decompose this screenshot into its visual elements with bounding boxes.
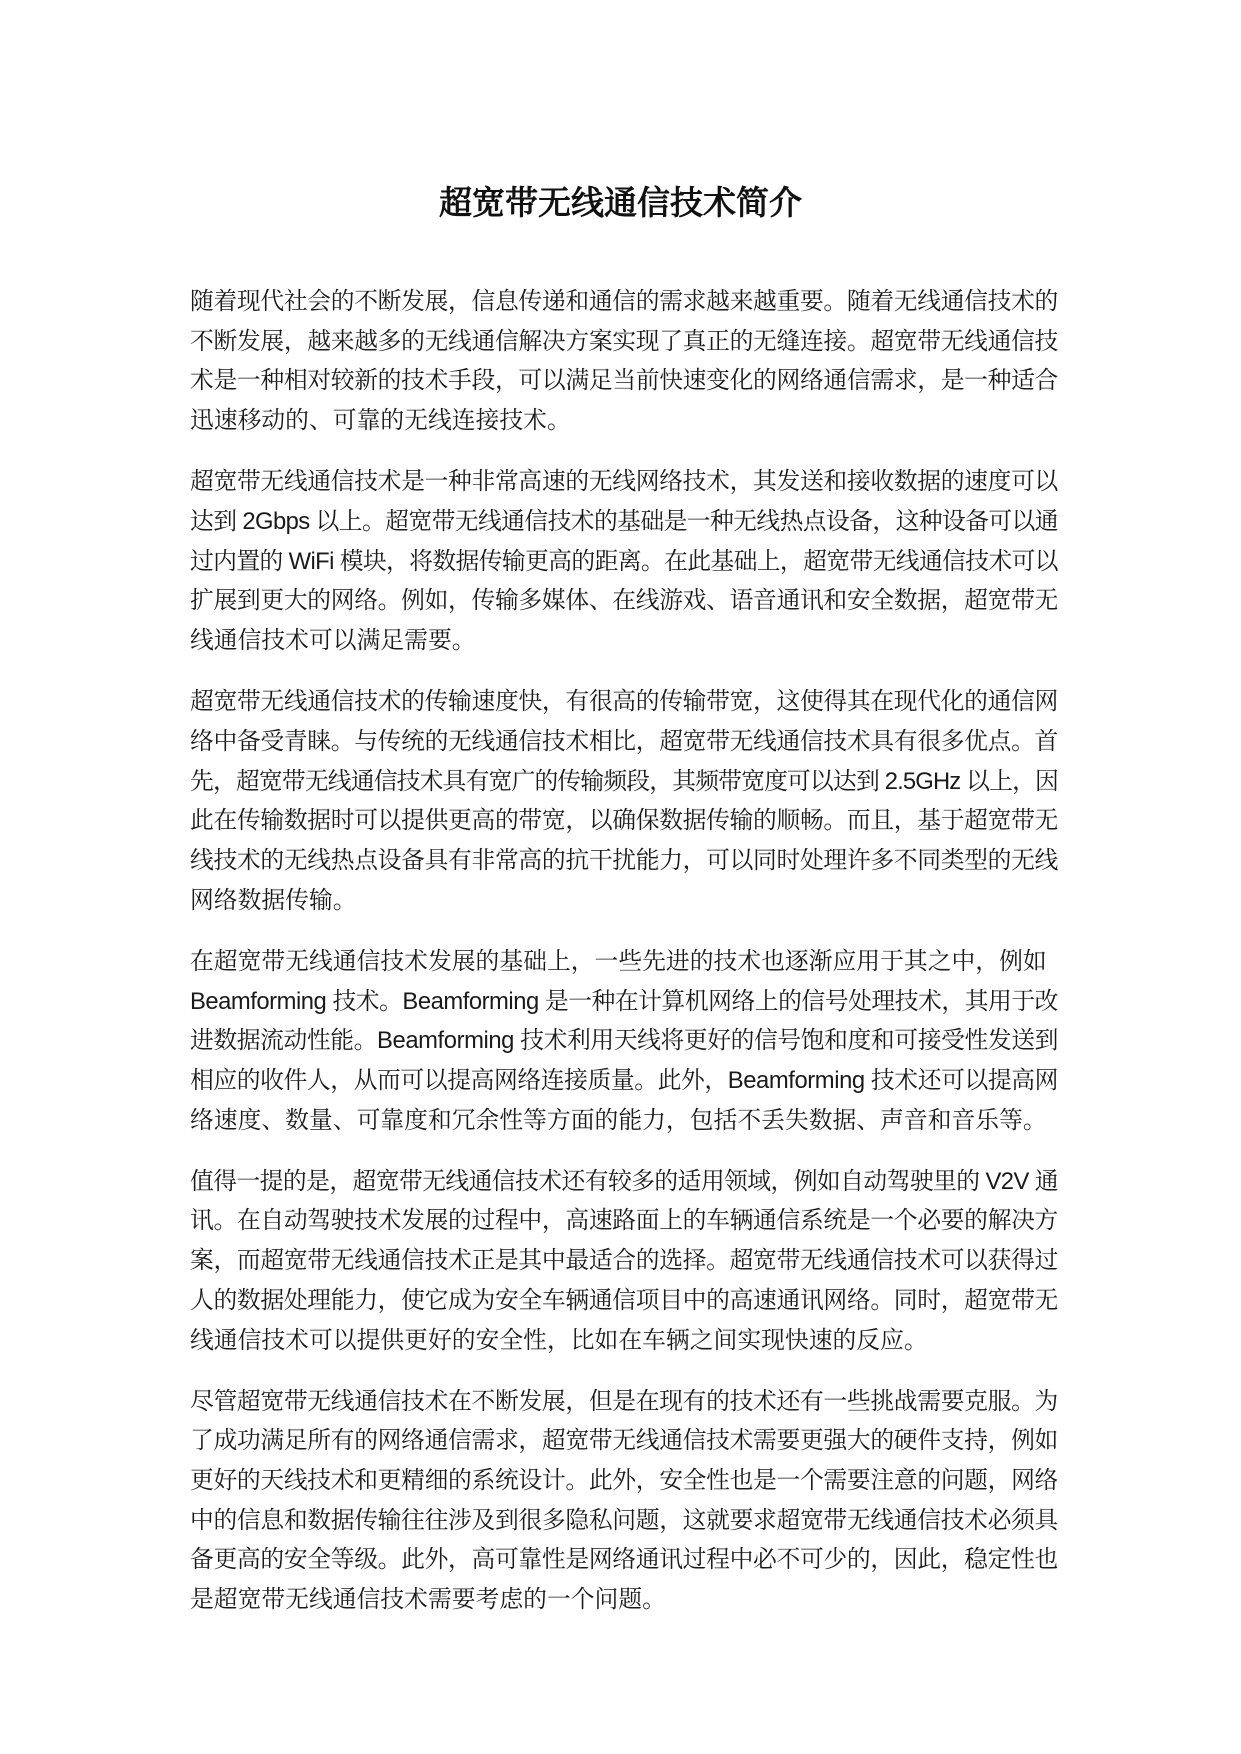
line-text: 络速度、数量、可靠度和冗余性等方面的能力，包括不丢失数据、声音和音乐等。 bbox=[190, 1106, 1047, 1134]
line-text: 过内置的 WiFi 模块，将数据传输更高的距离。在此基础上，超宽带无线通信技术可以 bbox=[190, 547, 1058, 575]
line-text: 在超宽带无线通信技术发展的基础上，一些先进的技术也逐渐应用于其之中，例如 bbox=[190, 947, 1047, 975]
document-body bbox=[190, 282, 1059, 1641]
document-title: 超宽带无线通信技术简介 bbox=[439, 184, 802, 221]
line-text: 线通信技术可以提供更好的安全性，比如在车辆之间实现快速的反应。 bbox=[190, 1326, 928, 1354]
line-text: 络中备受青睐。与传统的无线通信技术相比，超宽带无线通信技术具有很多优点。首 bbox=[190, 727, 1059, 755]
paragraph-line bbox=[190, 942, 1048, 982]
paragraph-line bbox=[190, 1241, 1059, 1281]
line-text: 值得一提的是，超宽带无线通信技术还有较多的适用领域，例如自动驾驶里的 V2V 通 bbox=[190, 1167, 1059, 1195]
line-text: 人的数据处理能力，使它成为安全车辆通信项目中的高速通讯网络。同时，超宽带无 bbox=[190, 1286, 1059, 1314]
line-text: 达到 2Gbps 以上。超宽带无线通信技术的基础是一种无线热点设备，这种设备可以通 bbox=[190, 507, 1058, 535]
paragraph-line bbox=[190, 881, 1048, 921]
line-text: Beamforming 技术。Beamforming 是一种在计算机网络上的信号处理技术，其用于改 bbox=[190, 987, 1058, 1015]
paragraph-line bbox=[190, 581, 1059, 621]
paragraph-line bbox=[190, 1501, 1059, 1541]
paragraph bbox=[190, 462, 1059, 660]
paragraph-line bbox=[190, 1382, 1059, 1422]
line-text: 了成功满足所有的网络通信需求，超宽带无线通信技术需要更强大的硬件支持，例如 bbox=[190, 1427, 1059, 1455]
paragraph-line bbox=[190, 1421, 1059, 1461]
paragraph-line bbox=[190, 502, 1058, 542]
paragraph bbox=[190, 282, 1059, 441]
line-text: 超宽带无线通信技术的传输速度快，有很高的传输带宽，这使得其在现代化的通信网 bbox=[190, 688, 1059, 716]
paragraph bbox=[190, 1162, 1059, 1360]
line-text: 网络数据传输。 bbox=[190, 886, 357, 914]
paragraph-line bbox=[190, 542, 1058, 582]
paragraph-line bbox=[190, 722, 1059, 762]
paragraph-line bbox=[190, 462, 1059, 502]
line-text: 术是一种相对较新的技术手段，可以满足当前快速变化的网络通信需求，是一种适合 bbox=[190, 367, 1059, 395]
line-text: 超宽带无线通信技术是一种非常高速的无线网络技术，其发送和接收数据的速度可以 bbox=[190, 468, 1059, 496]
paragraph-line bbox=[190, 621, 1048, 661]
paragraph-line bbox=[190, 322, 1059, 362]
line-text: 是超宽带无线通信技术需要考虑的一个问题。 bbox=[190, 1586, 666, 1614]
line-text: 此在传输数据时可以提供更高的带宽，以确保数据传输的顺畅。而且，基于超宽带无 bbox=[190, 807, 1059, 835]
paragraph-line bbox=[190, 1061, 1058, 1101]
paragraph-line bbox=[190, 982, 1058, 1022]
paragraph-line bbox=[190, 1321, 1048, 1361]
paragraph-line bbox=[190, 1461, 1059, 1501]
paragraph-line bbox=[190, 841, 1059, 881]
line-text: 相应的收件人，从而可以提高网络连接质量。此外，Beamforming 技术还可以提高网 bbox=[190, 1066, 1058, 1094]
paragraph-line bbox=[190, 762, 1059, 802]
paragraph-line bbox=[190, 1162, 1059, 1202]
paragraph-line bbox=[190, 401, 1048, 441]
paragraph-line bbox=[190, 1540, 1059, 1580]
paragraph-line bbox=[190, 1101, 1048, 1141]
line-text: 中的信息和数据传输往往涉及到很多隐私问题，这就要求超宽带无线通信技术必须具 bbox=[190, 1506, 1059, 1534]
line-text: 扩展到更大的网络。例如，传输多媒体、在线游戏、语音通讯和安全数据，超宽带无 bbox=[190, 587, 1059, 615]
line-text: 备更高的安全等级。此外，高可靠性是网络通讯过程中必不可少的，因此，稳定性也 bbox=[190, 1546, 1059, 1574]
paragraph bbox=[190, 942, 1058, 1140]
paragraph-line bbox=[190, 1580, 1048, 1620]
paragraph-line bbox=[190, 801, 1059, 841]
line-text: 尽管超宽带无线通信技术在不断发展，但是在现有的技术还有一些挑战需要克服。为 bbox=[190, 1387, 1059, 1415]
line-text: 案，而超宽带无线通信技术正是其中最适合的选择。超宽带无线通信技术可以获得过 bbox=[190, 1247, 1059, 1275]
paragraph-line bbox=[190, 1021, 1058, 1061]
paragraph-line bbox=[190, 282, 1059, 322]
line-text: 更好的天线技术和更精细的系统设计。此外，安全性也是一个需要注意的问题，网络 bbox=[190, 1467, 1059, 1495]
paragraph-line bbox=[190, 361, 1059, 401]
paragraph-line bbox=[190, 1201, 1059, 1241]
line-text: 讯。在自动驾驶技术发展的过程中，高速路面上的车辆通信系统是一个必要的解决方 bbox=[190, 1207, 1059, 1235]
paragraph-line bbox=[190, 1281, 1059, 1321]
paragraph bbox=[190, 682, 1059, 920]
line-text: 随着现代社会的不断发展，信息传递和通信的需求越来越重要。随着无线通信技术的 bbox=[190, 288, 1059, 315]
line-text: 进数据流动性能。Beamforming 技术利用天线将更好的信号饱和度和可接受性发送到 bbox=[190, 1027, 1058, 1055]
line-text: 线技术的无线热点设备具有非常高的抗干扰能力，可以同时处理许多不同类型的无线 bbox=[190, 846, 1059, 874]
line-text: 迅速移动的、可靠的无线连接技术。 bbox=[190, 407, 571, 435]
line-text: 先，超宽带无线通信技术具有宽广的传输频段，其频带宽度可以达到 2.5GHz 以上，因 bbox=[190, 767, 1059, 795]
paragraph bbox=[190, 1382, 1059, 1620]
line-text: 线通信技术可以满足需要。 bbox=[190, 627, 476, 654]
line-text: 不断发展，越来越多的无线通信解决方案实现了真正的无缝连接。超宽带无线通信技 bbox=[190, 327, 1059, 355]
paragraph-line bbox=[190, 682, 1059, 722]
